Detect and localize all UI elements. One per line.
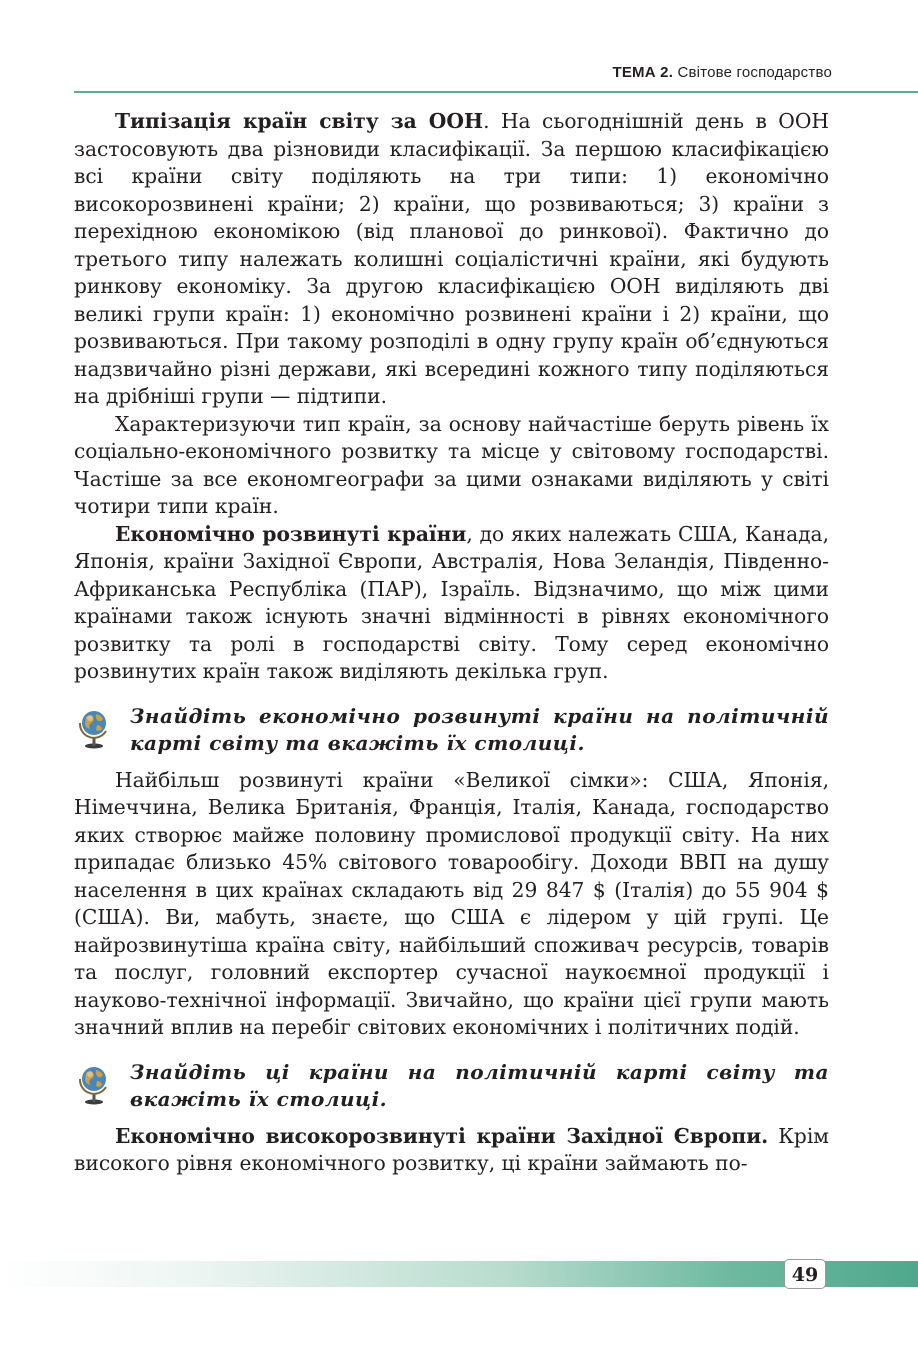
task-block-1 <box>74 703 829 758</box>
paragraph-country-types <box>74 411 829 521</box>
paragraph-text: Характеризуючи тип країн, за основу найчастіше беруть рівень їх соціально-економічного розвитку та місце у світовому господарстві. Частіше за все економгеографи за цими ознаками виділяють у світі чотири типи країн. <box>74 411 829 518</box>
task-text: Знайдіть ці країни на політичній карті світу та вкажіть їх столиці. <box>130 1059 829 1111</box>
paragraph-western-europe <box>74 1123 829 1178</box>
task-block-2 <box>74 1059 829 1114</box>
paragraph-text: Крім високого рівня економічного розвитку, ці країни займають по- <box>74 1123 830 1175</box>
paragraph-text: . На сьогоднішній день в ООН застосовують два різновиди класифікації. За першою класифікацією всі країни світу поділяють на три типи: 1) економічно високорозвинені країни; 2) країни, що розвиваються; 3) країни з перехідною економікою (від планової до ринкової). Фактично до третього типу належать колишні соціалістичні країни, які будують ринкову економіку. За другою класифікацією ООН виділяють дві великі групи країн: 1) економічно розвинені країни і 2) країни, що розвиваються. При такому розподілі в одну групу країн об’єднуються надзвичайно різні держави, які всередині кожного типу поділяються на дрібніші групи — підтипи. <box>74 109 829 408</box>
paragraph-text: Найбільш розвинуті країни «Великої сімки»: США, Японія, Німеччина, Велика Британія, Франція, Італія, Канада, господарство яких створює майже половину промислової продукції світу. На них припадає близько 45% світового товарообігу. Доходи ВВП на душу населення в цих країнах складають від 29 847 $ (Італія) до 55 904 $ (США). Ви, мабуть, знаєте, що США є лідером у цій групі. Це найрозвинутіша країна світу, найбільший споживач ресурсів, товарів та послуг, головний експортер сучасної наукоємної продукції і науково-технічної інформації. Звичайно, що країни цієї групи мають значний вплив на перебіг світових економічних і політичних подій. <box>74 767 829 1039</box>
theme-title: Світове господарство <box>677 64 832 81</box>
paragraph-heading: Економічно розвинуті країни <box>115 521 467 546</box>
paragraph-heading: Економічно високорозвинуті країни Західної Європи. <box>115 1123 769 1148</box>
globe-icon <box>74 705 114 749</box>
page-body <box>74 108 829 1178</box>
paragraph-heading: Типізація країн світу за ООН <box>115 109 484 133</box>
paragraph-un-typology <box>74 108 829 411</box>
header-rule <box>74 91 918 93</box>
paragraph-developed-countries <box>74 521 829 686</box>
theme-label: ТЕМА 2. <box>612 64 674 81</box>
page-number: 49 <box>784 1259 826 1289</box>
running-head <box>612 64 832 81</box>
paragraph-text: , до яких належать США, Канада, Японія, країни Західної Європи, Австралія, Нова Зеландія, Південно-Африканська Республіка (ПАР), Ізраїль. Відзначимо, що між цими країнами також існують значні відмінності в рівнях економічного розвитку та ролі в господарстві світу. Тому серед економічно розвинутих країн також виділяють декілька груп. <box>74 521 830 683</box>
globe-icon <box>74 1061 114 1105</box>
paragraph-g7 <box>74 767 829 1042</box>
task-text: Знайдіть економічно розвинуті країни на політичній карті світу та вкажіть їх столиці. <box>130 703 829 755</box>
footer-band <box>0 1261 918 1287</box>
